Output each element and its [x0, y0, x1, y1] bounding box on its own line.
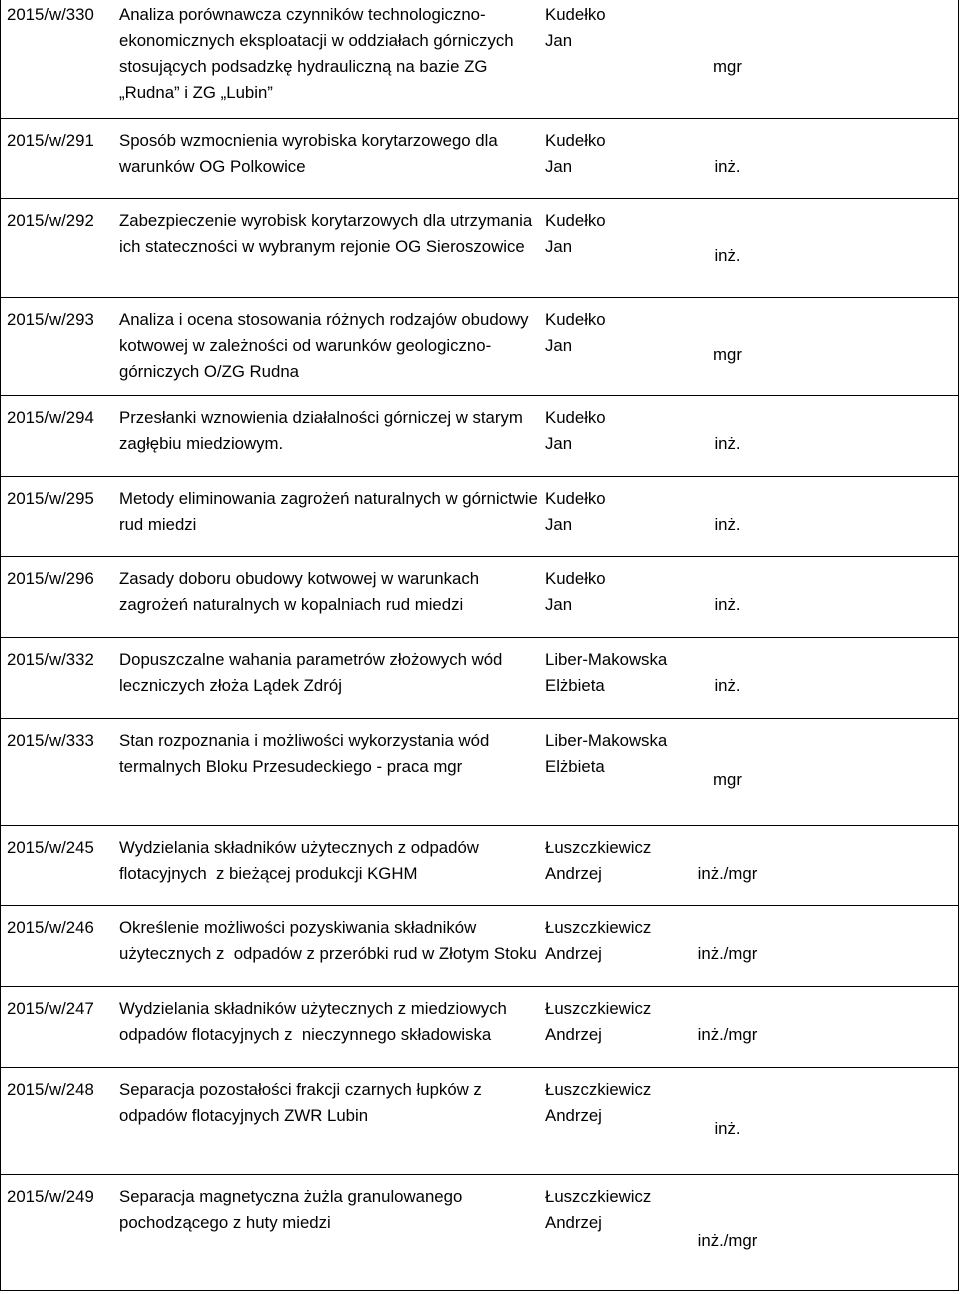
supervisor-surname: Kudełko	[545, 408, 606, 427]
table-row	[1, 1068, 958, 1175]
supervisor-first-name: Jan	[545, 157, 573, 176]
degree-level: inż.	[714, 676, 741, 695]
topic-number: 2015/w/295	[7, 489, 94, 508]
table-row	[1, 477, 958, 557]
supervisor	[545, 208, 606, 260]
degree-level: inż.	[714, 1119, 741, 1138]
supervisor	[545, 1077, 651, 1129]
supervisor	[545, 2, 606, 54]
supervisor-surname: Liber-Makowska	[545, 731, 668, 750]
supervisor-first-name: Jan	[545, 237, 573, 256]
topic-title: Stan rozpoznania i możliwości wykorzystania wód termalnych Bloku Przesudeckiego - praca mgr	[119, 731, 490, 776]
table-row	[1, 199, 958, 298]
degree-level: inż.	[714, 434, 741, 453]
supervisor-first-name: Jan	[545, 515, 573, 534]
table-row	[1, 826, 958, 906]
topic-number: 2015/w/247	[7, 999, 94, 1018]
degree-level: inż./mgr	[697, 863, 758, 883]
table-row	[1, 987, 958, 1068]
degree-level: inż.	[714, 156, 741, 176]
topic-number: 2015/w/249	[7, 1187, 94, 1206]
table-row	[1, 119, 958, 199]
supervisor-first-name: Elżbieta	[545, 676, 605, 695]
supervisor	[545, 835, 651, 887]
degree-level: inż./mgr	[697, 1230, 758, 1250]
supervisor-surname: Łuszczkiewicz	[545, 999, 652, 1018]
supervisor-first-name: Andrzej	[545, 1025, 602, 1044]
supervisor	[545, 566, 606, 618]
supervisor	[545, 728, 667, 780]
supervisor-first-name: Elżbieta	[545, 757, 605, 776]
supervisor	[545, 307, 606, 359]
topic-number: 2015/w/293	[7, 310, 94, 329]
topic-title: Zasady doboru obudowy kotwowej w warunkach zagrożeń naturalnych w kopalniach rud miedzi	[119, 569, 480, 614]
supervisor-first-name: Andrzej	[545, 1213, 602, 1232]
topic-title: Metody eliminowania zagrożeń naturalnych w górnictwie rud miedzi	[119, 489, 538, 534]
supervisor-surname: Łuszczkiewicz	[545, 1080, 652, 1099]
supervisor-surname: Łuszczkiewicz	[545, 838, 652, 857]
topic-number: 2015/w/330	[7, 5, 94, 24]
supervisor-surname: Kudełko	[545, 131, 606, 150]
topic-number: 2015/w/294	[7, 408, 94, 427]
topic-title: Zabezpieczenie wyrobisk korytarzowych dla utrzymania ich stateczności w wybranym rejonie OG Sieroszowice	[119, 211, 533, 256]
supervisor	[545, 405, 606, 457]
topic-number: 2015/w/296	[7, 569, 94, 588]
topic-number: 2015/w/245	[7, 838, 94, 857]
topic-number: 2015/w/246	[7, 918, 94, 937]
supervisor-first-name: Jan	[545, 336, 573, 355]
topic-title: Wydzielania składników użytecznych z odpadów flotacyjnych z bieżącej produkcji KGHM	[119, 838, 479, 883]
topic-title: Przesłanki wznowienia działalności górniczej w starym zagłębiu miedziowym.	[119, 408, 523, 453]
degree-level: inż.	[714, 514, 741, 534]
degree-level: inż./mgr	[697, 1025, 758, 1044]
supervisor	[545, 1184, 651, 1236]
supervisor-first-name: Andrzej	[545, 1106, 602, 1125]
supervisor-surname: Kudełko	[545, 489, 606, 508]
table-row	[1, 298, 958, 396]
topic-number: 2015/w/332	[7, 650, 94, 669]
table-row	[1, 638, 958, 719]
supervisor-surname: Liber-Makowska	[545, 650, 668, 669]
supervisor-surname: Kudełko	[545, 211, 606, 230]
supervisor-surname: Kudełko	[545, 310, 606, 329]
degree-level: inż.	[714, 246, 741, 265]
supervisor-first-name: Andrzej	[545, 944, 602, 963]
table-row	[1, 557, 958, 638]
supervisor-first-name: Andrzej	[545, 864, 602, 883]
supervisor-surname: Kudełko	[545, 5, 606, 24]
topic-number: 2015/w/292	[7, 211, 94, 230]
supervisor	[545, 128, 606, 180]
table-row	[1, 1175, 958, 1291]
topic-number: 2015/w/291	[7, 131, 94, 150]
degree-level: mgr	[713, 57, 742, 76]
topic-title: Analiza porównawcza czynników technologiczno- ekonomicznych eksploatacji w oddziałach górniczych stosujących podsadzkę hydrauliczną na bazie ZG „Rudna” i ZG „Lubin”	[119, 5, 514, 102]
table-row	[1, 719, 958, 826]
supervisor-first-name: Jan	[545, 595, 573, 614]
degree-level: inż.	[714, 595, 741, 614]
topic-title: Określenie możliwości pozyskiwania składników użytecznych z odpadów z przeróbki rud w Złotym Stoku	[119, 918, 537, 963]
degree-level: inż./mgr	[697, 944, 758, 963]
degree-level: mgr	[713, 770, 742, 789]
topic-title: Separacja pozostałości frakcji czarnych łupków z odpadów flotacyjnych ZWR Lubin	[119, 1080, 482, 1125]
supervisor-surname: Łuszczkiewicz	[545, 1187, 652, 1206]
supervisor-first-name: Jan	[545, 434, 573, 453]
degree-level: mgr	[713, 344, 742, 364]
supervisor	[545, 915, 651, 967]
topic-title: Separacja magnetyczna żużla granulowanego pochodzącego z huty miedzi	[119, 1187, 463, 1232]
supervisor-first-name: Jan	[545, 31, 573, 50]
supervisor-surname: Kudełko	[545, 569, 606, 588]
topic-title: Dopuszczalne wahania parametrów złożowych wód leczniczych złoża Lądek Zdrój	[119, 650, 503, 695]
topic-title: Sposób wzmocnienia wyrobiska korytarzowego dla warunków OG Polkowice	[119, 131, 498, 176]
table-row	[1, 396, 958, 477]
supervisor	[545, 486, 606, 538]
topic-number: 2015/w/248	[7, 1080, 94, 1099]
supervisor	[545, 996, 651, 1048]
table-row	[1, 906, 958, 987]
table-row	[1, 0, 958, 119]
topic-title: Wydzielania składników użytecznych z miedziowych odpadów flotacyjnych z nieczynnego składowiska	[119, 999, 507, 1044]
topic-title: Analiza i ocena stosowania różnych rodzajów obudowy kotwowej w zależności od warunków geologiczno- górniczych O/ZG Rudna	[119, 310, 529, 381]
topic-number: 2015/w/333	[7, 731, 94, 750]
supervisor-surname: Łuszczkiewicz	[545, 918, 652, 937]
supervisor	[545, 647, 667, 699]
